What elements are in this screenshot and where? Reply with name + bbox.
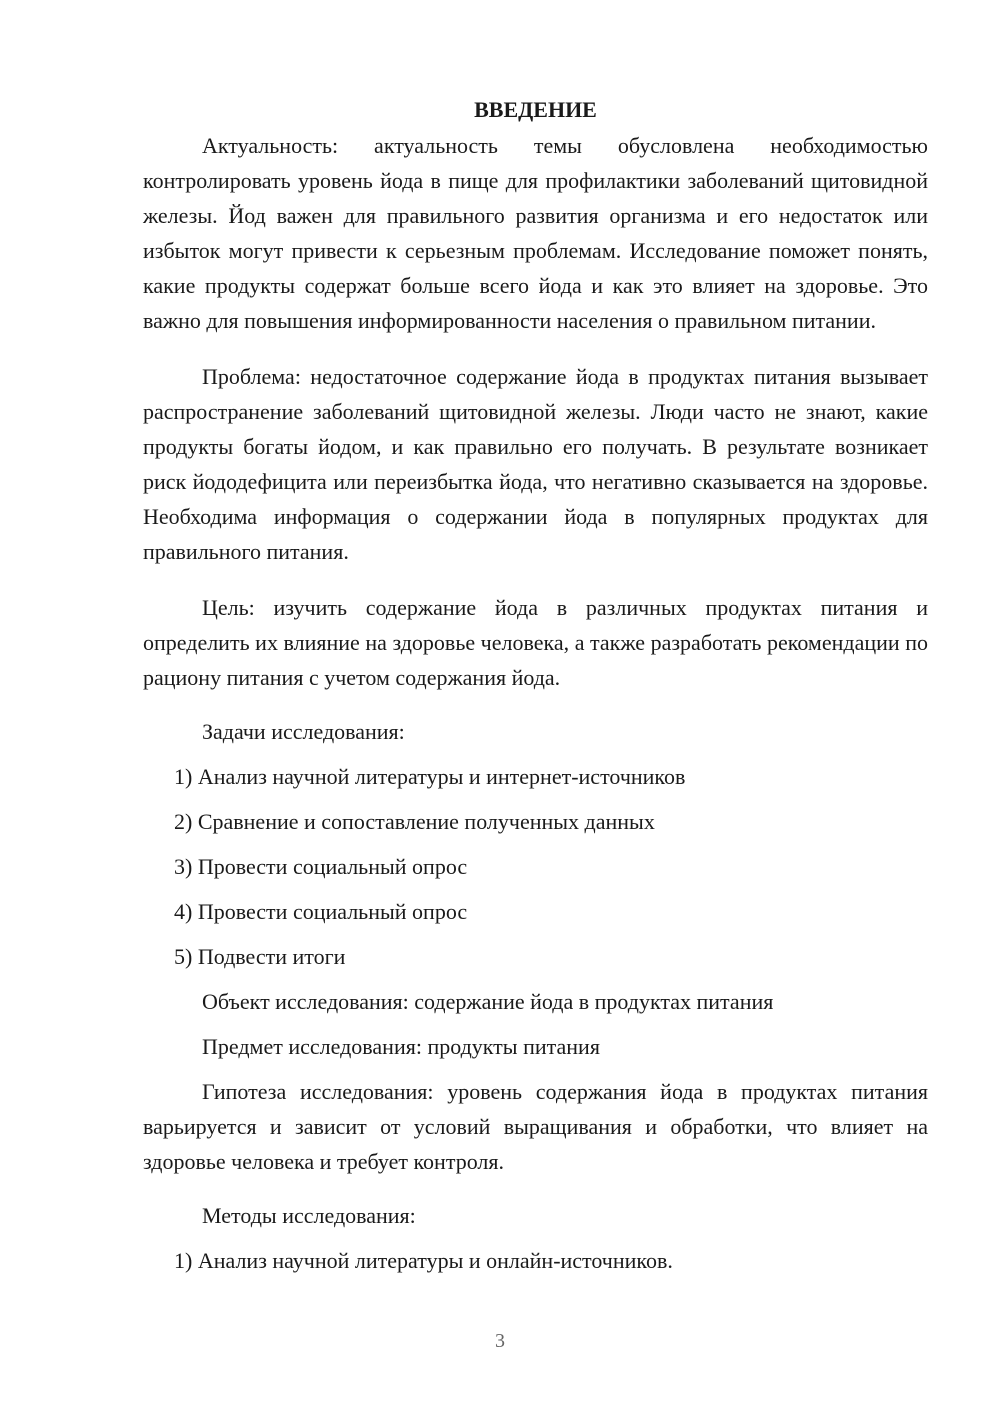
methods-heading: Методы исследования: [202, 1203, 416, 1228]
tasks-heading: Задачи исследования: [202, 719, 405, 744]
document-page [143, 92, 928, 1288]
list-item: 5) Подвести итоги [174, 944, 346, 969]
list-item: 1) Анализ научной литературы и онлайн-источников. [174, 1248, 673, 1273]
methods-list [143, 1243, 928, 1278]
list-item: 1) Анализ научной литературы и интернет-источников [174, 764, 686, 789]
list-item: 2) Сравнение и сопоставление полученных данных [174, 809, 655, 834]
relevance-paragraph: Актуальность: актуальность темы обусловлена необходимостью контролировать уровень йода в пище для профилактики заболеваний щитовидной железы. Йод важен для правильного развития организма и его недостаток или избыток могут привести к серьезным проблемам. Исследование поможет понять, какие продукты содержат больше всего йода и как это влияет на здоровье. Это важно для повышения информированности населения о правильном питании. [143, 133, 928, 333]
research-subject: Предмет исследования: продукты питания [202, 1034, 600, 1059]
hypothesis-paragraph: Гипотеза исследования: уровень содержания йода в продуктах питания варьируется и зависит от условий выращивания и обработки, что влияет на здоровье человека и требует контроля. [143, 1079, 928, 1174]
research-object: Объект исследования: содержание йода в продуктах питания [202, 989, 774, 1014]
tasks-list [143, 759, 928, 974]
list-item: 3) Провести социальный опрос [174, 854, 468, 879]
problem-paragraph: Проблема: недостаточное содержание йода в продуктах питания вызывает распространение заболеваний щитовидной железы. Люди часто не знают, какие продукты богаты йодом, и как правильно его получать. В результате возникает риск йододефицита или переизбытка йода, что негативно сказывается на здоровье. Необходима информация о содержании йода в популярных продуктах для правильного питания. [143, 364, 928, 564]
list-item: 4) Провести социальный опрос [174, 899, 468, 924]
page-title: ВВЕДЕНИЕ [474, 97, 597, 122]
page-number: 3 [495, 1330, 505, 1352]
goal-paragraph: Цель: изучить содержание йода в различных продуктах питания и определить их влияние на здоровье человека, а также разработать рекомендации по рациону питания с учетом содержания йода. [143, 595, 928, 690]
